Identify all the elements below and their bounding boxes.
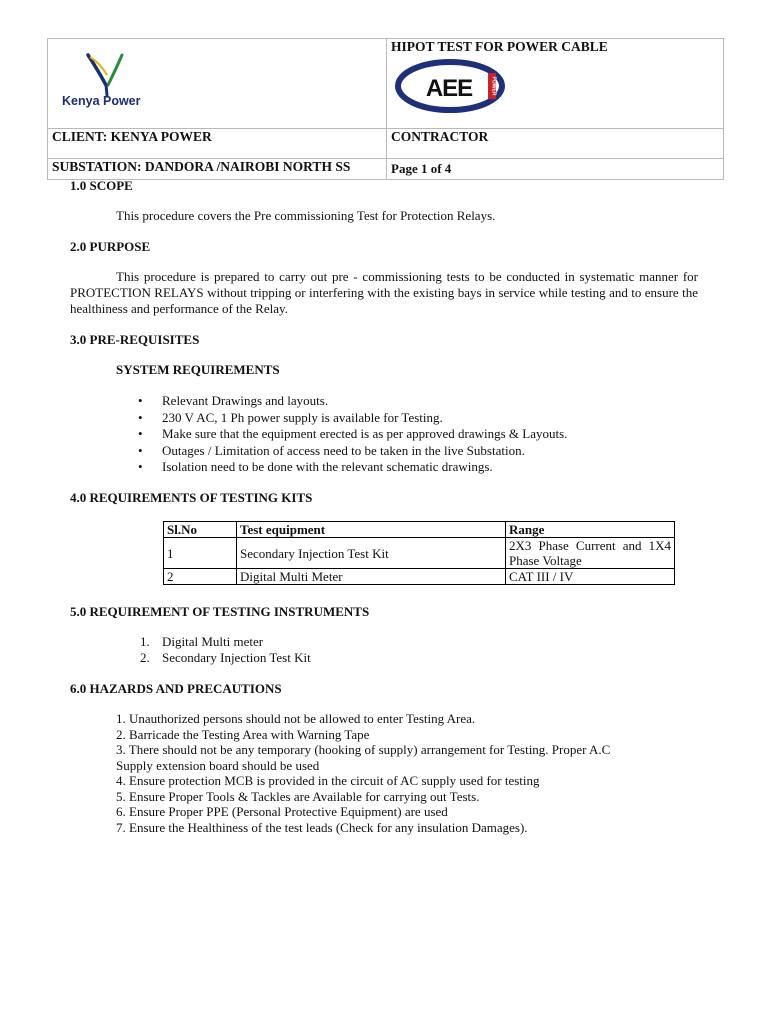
column-header: Sl.No bbox=[164, 522, 237, 538]
table-cell: 1 bbox=[164, 538, 237, 569]
list-item: 2. Secondary Injection Test Kit bbox=[140, 650, 311, 665]
table-row bbox=[164, 569, 675, 585]
scope-text: This procedure covers the Pre commissioning Test for Protection Relays. bbox=[116, 208, 496, 223]
hazard-line: 6. Ensure Proper PPE (Personal Protective Equipment) are used bbox=[116, 804, 448, 819]
column-header: Range bbox=[506, 522, 675, 538]
table-row bbox=[164, 538, 675, 569]
hazard-line: 2. Barricade the Testing Area with Warning Tape bbox=[116, 726, 370, 742]
list-item: 1. Digital Multi meter bbox=[140, 634, 264, 649]
hazard-line: 3. There should not be any temporary (hooking of supply) arrangement for Testing. Proper A.C bbox=[116, 742, 611, 757]
title-cell bbox=[387, 39, 724, 129]
hazard-line: 7. Ensure the Healthiness of the test leads (Check for any insulation Damages). bbox=[116, 819, 528, 835]
document-header bbox=[47, 38, 724, 180]
client-label: CLIENT: KENYA POWER bbox=[48, 129, 387, 159]
table-cell: Secondary Injection Test Kit bbox=[237, 538, 506, 569]
table-cell: Digital Multi Meter bbox=[237, 569, 506, 585]
contractor-label: CONTRACTOR bbox=[387, 129, 724, 159]
hazard-line: 5. Ensure Proper Tools & Tackles are Available for carrying out Tests. bbox=[116, 788, 480, 804]
list-item: • Isolation need to be done with the relevant schematic drawings. bbox=[116, 459, 567, 476]
aee-logo-letters: AEE bbox=[425, 75, 473, 102]
purpose-text: This procedure is prepared to carry out pre - commissioning tests to be conducted in systematic manner for PROTECTION RELAYS without tripping or interfering with the existing bays in service while testing and to ensure the healthiness and performance of the Relay. bbox=[70, 269, 698, 316]
aee-logo-side-text: POWER bbox=[490, 76, 497, 96]
hazards-heading: 6.0 HAZARDS AND PRECAUTIONS bbox=[70, 681, 282, 696]
testing-kits-table bbox=[163, 521, 675, 585]
aee-power-logo-icon bbox=[395, 59, 505, 113]
list-item: • Make sure that the equipment erected is as per approved drawings & Layouts. bbox=[116, 426, 567, 443]
hazard-line: Supply extension board should be used bbox=[116, 757, 320, 773]
column-header: Test equipment bbox=[237, 522, 506, 538]
client-logo-cell bbox=[48, 39, 387, 129]
table-cell: CAT III / IV bbox=[506, 569, 675, 585]
hazard-line: 1. Unauthorized persons should not be allowed to enter Testing Area. bbox=[116, 711, 476, 726]
list-item: • Outages / Limitation of access need to be taken in the live Substation. bbox=[116, 443, 567, 460]
scope-heading: 1.0 SCOPE bbox=[70, 178, 133, 193]
purpose-heading: 2.0 PURPOSE bbox=[70, 239, 151, 254]
table-cell: 2X3 Phase Current and 1X4 Phase Voltage bbox=[506, 538, 675, 569]
substation-label: SUBSTATION: DANDORA /NAIROBI NORTH SS bbox=[48, 159, 387, 180]
list-item: • 230 V AC, 1 Ph power supply is available for Testing. bbox=[116, 410, 567, 427]
system-requirements-list bbox=[116, 393, 567, 476]
testing-kits-heading: 4.0 REQUIREMENTS OF TESTING KITS bbox=[70, 490, 313, 505]
system-requirements-subheading: SYSTEM REQUIREMENTS bbox=[116, 362, 280, 377]
hazards-list bbox=[116, 711, 676, 835]
testing-instruments-heading: 5.0 REQUIREMENT OF TESTING INSTRUMENTS bbox=[70, 604, 370, 619]
prereq-heading: 3.0 PRE-REQUISITES bbox=[70, 332, 200, 347]
list-item: • Relevant Drawings and layouts. bbox=[116, 393, 567, 410]
hazard-line: 4. Ensure protection MCB is provided in the circuit of AC supply used for testing bbox=[116, 773, 540, 788]
table-cell: 2 bbox=[164, 569, 237, 585]
page-number: Page 1 of 4 bbox=[387, 159, 724, 180]
testing-instruments-list bbox=[140, 634, 311, 666]
kenya-power-logo-text: Kenya Power bbox=[62, 94, 141, 108]
document-title: HIPOT TEST FOR POWER CABLE bbox=[391, 39, 608, 54]
